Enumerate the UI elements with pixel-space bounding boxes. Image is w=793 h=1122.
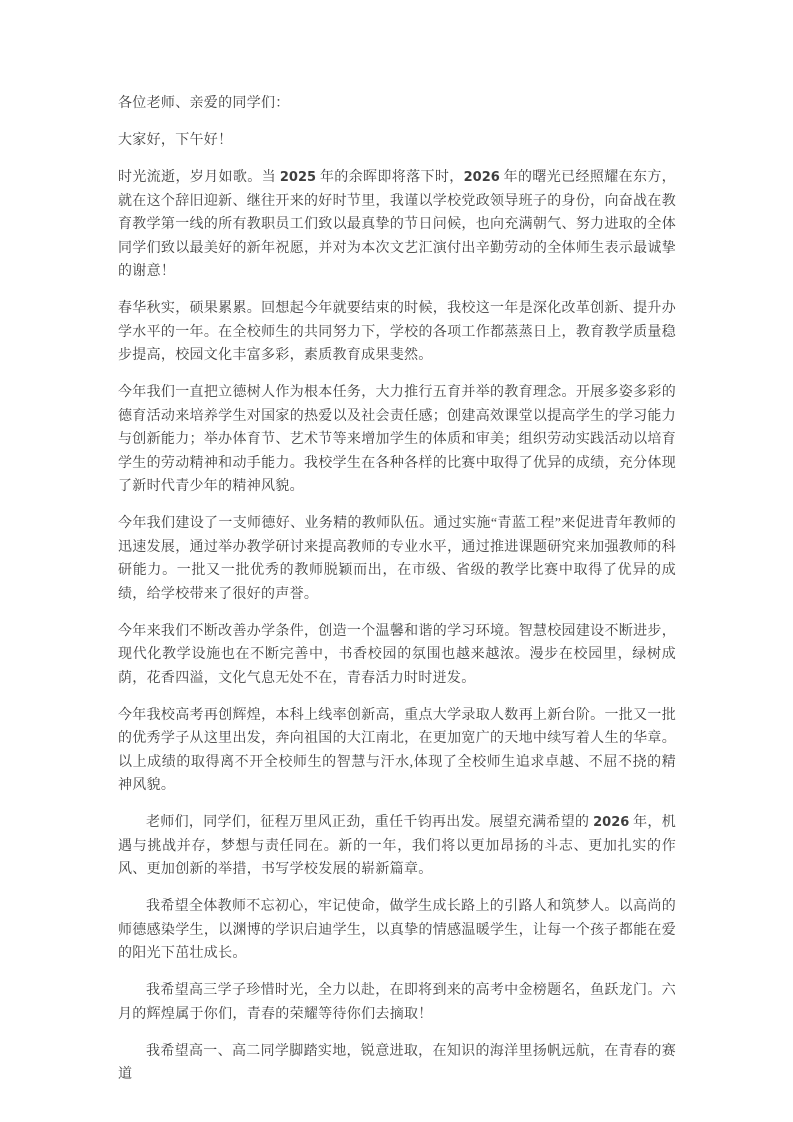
paragraph: 今年我校高考再创辉煌，本科上线率创新高，重点大学录取人数再上新台阶。一批又一批的优秀学子从这里出发，奔向祖国的大江南北，在更加宽广的天地中续写着人生的华章。以上成绩的取得离不开全校师生的智慧与汗水,体现了全校师生追求卓越、不屈不挠的精神风貌。: [118, 707, 676, 793]
year-number: 2026: [593, 815, 630, 830]
paragraph: 春华秋实，硕果累累。回想起今年就要结束的时候，我校这一年是深化改革创新、提升办学水平的一年。在全校师生的共同努力下，学校的各项工作都蒸蒸日上，教育教学质量稳步提高，校园文化丰富多彩，素质教育成果斐然。: [118, 301, 676, 363]
year-number: 2026: [463, 170, 500, 185]
paragraph: 时光流逝，岁月如歌。当 2025 年的余晖即将落下时，2026 年的曙光已经照耀在东方，就在这个辞旧迎新、继往开来的好时节里，我谨以学校党政领导班子的身份，向奋战在教育教学第一线的所有教职员工们致以最真挚的节日问候，也向充满朝气、努力进取的全体同学们致以最美好的新年祝愿，并对为本次文艺汇演付出辛勤劳动的全体师生表示最诚挚的谢意！: [118, 170, 676, 279]
paragraph: 各位老师、亲爱的同学们：: [118, 96, 290, 111]
document-body: [118, 92, 676, 1100]
paragraph: 大家好，下午好！: [118, 133, 233, 148]
paragraph: 今年我们建设了一支师德好、业务精的教师队伍。通过实施“青蓝工程”来促进青年教师的迅速发展，通过举办教学研讨来提高教师的专业水平，通过推进课题研究来加强教师的科研能力。一批又一批优秀的教师脱颖而出，在市级、省级的教学比赛中取得了优异的成绩，给学校带来了很好的声誉。: [118, 516, 676, 602]
paragraph: 今年我们一直把立德树人作为根本任务，大力推行五育并举的教育理念。开展多姿多彩的德育活动来培养学生对国家的热爱以及社会责任感；创建高效课堂以提高学生的学习能力与创新能力；举办体育节、艺术节等来增加学生的体质和审美；组织劳动实践活动以培育学生的劳动精神和动手能力。我校学生在各种各样的比赛中取得了优异的成绩，充分体现了新时代青少年的精神风貌。: [118, 385, 676, 494]
paragraph: 我希望高三学子珍惜时光，全力以赴，在即将到来的高考中金榜题名，鱼跃龙门。六月的辉煌属于你们，青春的荣耀等待你们去摘取！: [118, 983, 676, 1022]
year-number: 2025: [279, 170, 317, 185]
paragraph: 我希望高一、高二同学脚踏实地，锐意进取，在知识的海洋里扬帆远航，在青春的赛道: [118, 1043, 676, 1082]
paragraph: 老师们，同学们，征程万里风正劲，重任千钧再出发。展望充满希望的 2026 年，机遇与挑战并存，梦想与责任同在。新的一年，我们将以更加昂扬的斗志、更加扎实的作风、更加创新的举措，书写学校发展的崭新篇章。: [118, 815, 676, 877]
paragraph: 今年来我们不断改善办学条件，创造一个温馨和谐的学习环境。智慧校园建设不断进步，现代化教学设施也在不断完善中，书香校园的氛围也越来越浓。漫步在校园里，绿树成荫，花香四溢，文化气息无处不在，青春活力时时迸发。: [118, 623, 676, 686]
paragraph: 我希望全体教师不忘初心，牢记使命，做学生成长路上的引路人和筑梦人。以高尚的师德感染学生，以渊博的学识启迪学生，以真挚的情感温暖学生，让每一个孩子都能在爱的阳光下茁壮成长。: [118, 899, 676, 961]
